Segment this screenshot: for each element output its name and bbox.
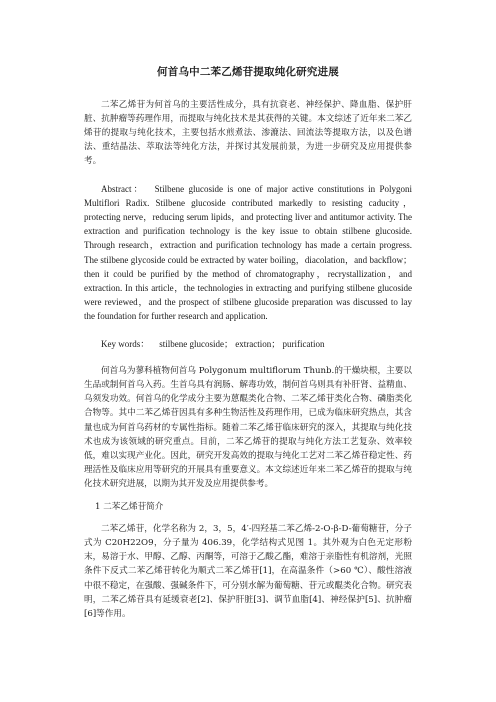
section-heading: 1 二苯乙烯苷简介 xyxy=(95,501,164,512)
page-title: 何首乌中二苯乙烯苷提取纯化研究进展 xyxy=(157,66,339,78)
keywords-text: stilbene glucoside； extraction； purification xyxy=(159,338,325,349)
abstract-chinese: 二苯乙烯苷为何首乌的主要活性成分，具有抗衰老、神经保护、降血脂、保护肝脏、抗肿瘤等药理作用，而提取与纯化技术是其获得的关键。本文综述了近年来二苯乙烯苷的提取与纯化技术，主要包括水煎煮法、渗漉法、回流法等提取方法，以及色谱法、重结晶法、萃取法等纯化方法，并探讨其发展前景，为进一步研究及应用提供参考。 xyxy=(84,99,412,167)
abstract-english xyxy=(84,182,412,324)
introduction-paragraph: 何首乌为蓼科植物何首乌 Polygonum multiflorum Thunb.的干燥块根，主要以生品或制何首乌入药。生首乌具有润肠、解毒功效，制何首乌则具有补肝肾、益精血、乌须发功效。何首乌的化学成分主要为蒽醌类化合物、二苯乙烯苷类化合物、磷脂类化合物等。其中二苯乙烯苷因具有多种生物活性及药理作用，已成为临床研究热点，其含量也成为何首乌药材的专属性指标。随着二苯乙烯苷临床研究的深入，其提取与纯化技术也成为该领域的研究重点。目前，二苯乙烯苷的提取与纯化方法工艺复杂、效率较低，难以实现产业化。因此，研究开发高效的提取与纯化工艺对二苯乙烯苷稳定性、药理活性及临床应用等研究的开展具有重要意义。本文综述近年来二苯乙烯苷的提取与纯化技术研究进展，以期为其开发及应用提供参考。 xyxy=(84,365,412,490)
keywords-line xyxy=(84,337,412,351)
keywords-label: Key words： xyxy=(101,338,150,349)
section-body: 二苯乙烯苷，化学名称为 2，3，5，4′-四羟基二苯乙烯-2-O-β-D-葡萄糖苷，分子式为 C20H22O9，分子量为 406.39，化学结构式见图 1。其外观为白色无定形粉末，易溶于水、甲醇、乙醇、丙酮等，可溶于乙酸乙酯，难溶于亲脂性有机溶剂，光照条件下反式二苯乙烯苷转化为顺式二苯乙烯苷[1]，在高温条件（>60 ℃）、酸性溶液中很不稳定，在强酸、强碱条件下，可分别水解为葡萄糖、苷元或醌类化合物。研究表明，二苯乙烯苷具有延缓衰老[2]、保护肝脏[3]、调节血脂[4]、神经保护[5]、抗肿瘤[6]等作用。 xyxy=(84,523,412,620)
abstract-label: Abstract： xyxy=(101,183,145,194)
abstract-english-text: Stilbene glucoside is one of major active constitutions in Polygoni Multiflori Radix. Stilbene glucoside contributed markedly to resisting caducity，protecting nerve，reducing serum lipids，and protecting liver and antitumor activity. The extraction and purification technology is the key issue to obtain stilbene glucoside. Through research，extraction and purification technology has made a certain progress. The stilbene glycoside could be extracted by water boiling，diacolation，and backflow；then it could be purified by the method of chromatography，recrystallization，and extraction. In this article，the technologies in extracting and purifying stilbene glucoside were reviewed，and the prospect of stilbene glucoside preparation was discussed to lay the foundation for further research and application. xyxy=(84,183,412,322)
